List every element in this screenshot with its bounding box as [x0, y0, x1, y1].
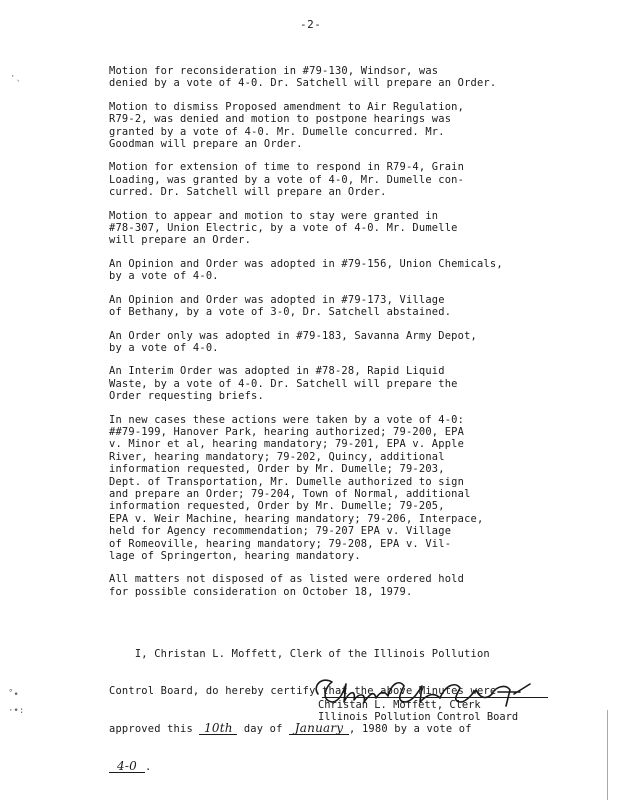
certification-text: .	[145, 761, 152, 774]
minutes-paragraph-new-cases: In new cases these actions were taken by a vote of 4-0: ##79-199, Hanover Park, hearing authorized; 79-200, EPA v. Minor et al, hearing mandatory; 79-201, EPA v. Apple River, hearing mandatory; 79-202, Quincy, additional information requested, Order by Mr. Dumelle; 79-203, Dept. of Transportation, Mr. Dumelle authorized to sign and prepare an Order; 79-204, Town of Normal, additional information requested, Order by Mr. Dumelle; 79-205, EPA v. Weir Machine, hearing mandatory; 79-206, Interpace, held for Agency recommendation; 79-207 EPA v. Village of Romeoville, hearing mandatory; 79-208, EPA v. Vil- lage of Springerton, hearing mandatory.	[109, 413, 484, 562]
minutes-paragraph-appear-stay: Motion to appear and motion to stay were granted in #78-307, Union Electric, by a vote of 4-0. Mr. Dumelle will prepare an Order.	[109, 209, 458, 247]
minutes-paragraph-bethany: An Opinion and Order was adopted in #79-173, Village of Bethany, by a vote of 3-0, Dr. Satchell abstained.	[109, 293, 452, 319]
certification-text: day of	[237, 723, 290, 736]
minutes-paragraph-reconsideration: Motion for reconsideration in #79-130, Windsor, was denied by a vote of 4-0. Dr. Satchell will prepare an Order.	[109, 65, 497, 90]
handwritten-day: 10th	[199, 722, 237, 735]
certification-line	[109, 722, 589, 735]
minutes-paragraph-extension: Motion for extension of time to respond in R79-4, Grain Loading, was granted by a vote of 4-0, Mr. Dumelle con- curred. Dr. Satchell will prepare an Order.	[109, 161, 465, 199]
minutes-paragraph-rapid-liquid: An Interim Order was adopted in #78-28, Rapid Liquid Waste, by a vote of 4-0. Dr. Satchell will prepare the Order requesting briefs.	[109, 365, 458, 403]
page-number: -2-	[300, 18, 322, 31]
signature-line	[322, 697, 548, 698]
margin-mark: ·•:	[8, 706, 25, 716]
certification-text: , 1980 by a vote of	[349, 723, 472, 736]
clerk-name: Christan L. Moffett, Clerk	[318, 699, 481, 711]
clerk-title: Illinois Pollution Control Board	[318, 711, 519, 724]
margin-mark: ˚•	[8, 690, 19, 700]
certification-text: approved this	[109, 723, 200, 736]
handwritten-month: January	[289, 722, 349, 735]
margin-mark: ·ˎ	[10, 72, 21, 82]
certification-line: Control Board, do hereby certify that the above Minutes were	[109, 685, 497, 698]
minutes-paragraph-dismiss: Motion to dismiss Proposed amendment to Air Regulation, R79-2, was denied and motion to postpone hearings was granted by a vote of 4-0. Mr. Dumelle concurred. Mr. Goodman will prepare an Order.	[109, 100, 465, 151]
signature-block	[318, 699, 518, 724]
page-edge-shadow	[607, 710, 608, 800]
minutes-body	[109, 65, 569, 609]
certification-line: I, Christan L. Moffett, Clerk of the Illinois Pollution	[109, 647, 490, 660]
minutes-paragraph-union-chemicals: An Opinion and Order was adopted in #79-156, Union Chemicals, by a vote of 4-0.	[109, 257, 503, 283]
minutes-paragraph-hold: All matters not disposed of as listed were ordered hold for possible consideration on October 18, 1979.	[109, 573, 465, 598]
handwritten-vote: 4-0	[109, 760, 145, 773]
certification-line	[109, 760, 589, 773]
minutes-paragraph-savanna: An Order only was adopted in #79-183, Savanna Army Depot, by a vote of 4-0.	[109, 329, 477, 354]
